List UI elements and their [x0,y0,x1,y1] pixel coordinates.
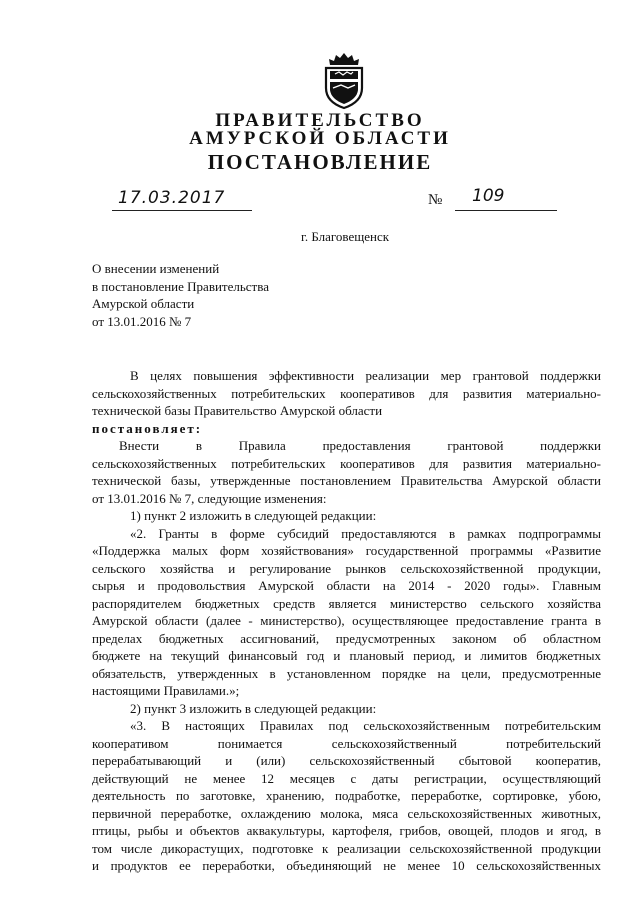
item2-line: и продуктов ее переработки, объединяющий не менее 10 сельскохозяйственных [92,858,601,873]
item1-line: «2. Гранты в форме субсидий предоставляются в рамках подпрограммы [130,525,601,541]
amend-line: от 13.01.2016 № 7, следующие изменения: [92,490,327,506]
intro-line: В целях повышения эффективности реализации мер грантовой поддержки [130,368,601,383]
item1-title: 1) пункт 2 изложить в следующей редакции: [130,508,377,523]
amend-line: сельскохозяйственных потребительских кооперативов для развития материально- [92,455,601,471]
resolves-word: постановляет: [92,420,203,436]
item2-line: кооперативом понимается сельскохозяйственный потребительский [92,735,601,751]
document-type: ПОСТАНОВЛЕНИЕ [207,150,433,174]
item2-line: деятельность по заготовке, хранению, подработке, переработке, сортировке, убою, [92,788,601,803]
subject-line: от 13.01.2016 № 7 [92,313,192,329]
item1-line: распорядителем бюджетных средств является министерство сельского хозяйства [92,595,601,611]
item2-title: 2) пункт 3 изложить в следующей редакции: [130,700,377,716]
document-date: 17.03.2017 [118,188,226,208]
item2-line: первичной переработке, охлаждению молока, мяса сельскохозяйственных животных, [92,805,601,821]
item2-line: «3. В настоящих Правилах под сельскохозяйственным потребительским [130,718,601,733]
item1-line: Амурской области (далее - министерство), осуществляющее предоставление гранта в [92,613,601,628]
item2-line: перерабатывающий и (или) сельскохозяйственный сбытовой кооператив, [92,753,601,768]
item1-line: настоящими Правилами.»; [92,683,240,698]
org-name-line1: ПРАВИТЕЛЬСТВО [215,110,425,131]
document-number: 109 [472,186,505,206]
item2-line: том числе дикорастущих, подготовке к реализации сельскохозяйственной продукции [92,840,601,856]
document-body [92,367,601,875]
number-underline [455,188,557,211]
org-name-line2: АМУРСКОЙ ОБЛАСТИ [189,128,451,149]
intro-line: сельскохозяйственных потребительских кооперативов для развития материально- [92,385,601,401]
city-name: г. Благовещенск [300,229,390,244]
amend-line: Внести в Правила предоставления грантовой поддержки [119,438,601,453]
item1-line: сырья и продовольствия Амурской области на 2014 - 2020 годы». Главным [92,578,601,593]
subject-line: в постановление Правительства [92,278,269,294]
amend-line: технической базы, утвержденные постановлением Правительства Амурской области [92,473,601,488]
item1-line: обязательств, утвержденных в установленном порядке на цели, предусмотренные [92,665,601,681]
item1-line: «Поддержка малых форм хозяйствования» государственной программы «Развитие [92,543,601,558]
item2-line: действующий не менее 12 месяцев с даты регистрации, осуществляющий [92,770,601,786]
item1-line: сельского хозяйства и регулирование рынков сельскохозяйственной продукции, [92,560,601,576]
item2-line: птицы, рыбы и объектов аквакультуры, картофеля, грибов, овощей, плодов и ягод, в [92,823,601,838]
item1-line: бюджете на текущий финансовый год и плановый период, и лимитов бюджетных [92,648,601,663]
number-label: № [428,192,443,208]
document-subject [92,260,269,330]
item1-line: пределах бюджетных ассигнований, предусмотренных законом об областном [92,630,601,646]
subject-line: О внесении изменений [92,261,220,276]
intro-line: технической базы Правительство Амурской области [92,403,383,418]
coat-of-arms-icon [321,52,367,110]
subject-line: Амурской области [92,296,195,311]
